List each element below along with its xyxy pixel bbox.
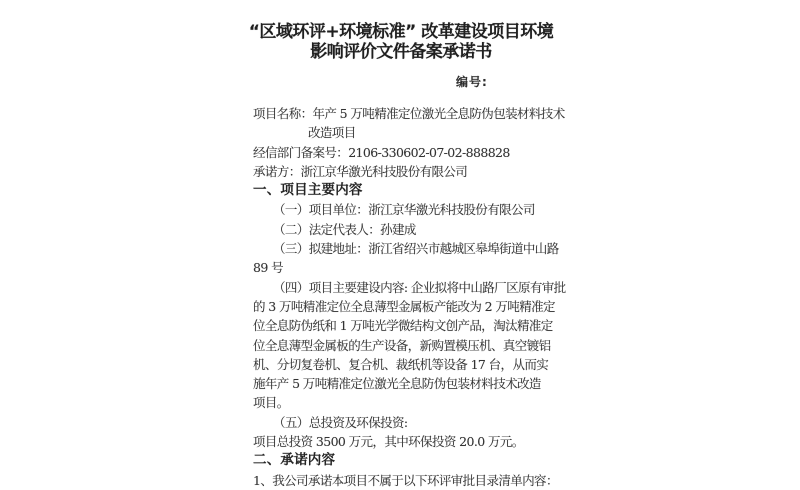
section-1-item-1-unit: （一）项目单位：浙江京华激光科技股份有限公司 — [273, 202, 535, 218]
section-1-item-4-content-line-4: 位全息薄型金属板的生产设备，新购置模压机、真空镀铝 — [253, 337, 551, 353]
section-1-item-3-address-line-2: 89 号 — [253, 260, 283, 276]
section-1-item-4-content-line-6: 施年产 5 万吨精准定位激光全息防伪包装材料技术改造 — [253, 376, 541, 392]
section-1-item-4-content-line-1: （四）项目主要建设内容: 企业拟将中山路厂区原有审批 — [273, 279, 566, 295]
document-title — [236, 23, 566, 62]
section-2-item-1-commitment: 1、我公司承诺本项目不属于以下环评审批目录清单内容： — [253, 472, 558, 488]
section-1-heading: 一、项目主要内容 — [253, 182, 363, 199]
committer-field: 承诺方：浙江京华激光科技股份有限公司 — [253, 163, 468, 179]
document-body — [253, 104, 566, 490]
section-1-item-4-content-line-3: 位全息防伪纸和 1 万吨光学微结构文创产品，淘汰精准定 — [253, 318, 553, 334]
section-1-item-5-heading: （五）总投资及环保投资: — [273, 414, 408, 430]
section-1-item-3-address-line-1: （三）拟建地址：浙江省绍兴市越城区皋埠街道中山路 — [273, 241, 559, 257]
section-2-heading: 二、承诺内容 — [253, 452, 336, 469]
document-title-line-2: 影响评价文件备案承诺书 — [310, 41, 492, 62]
section-1-item-4-content-line-2: 的 3 万吨精准定位全息薄型金属板产能改为 2 万吨精准定 — [253, 298, 555, 314]
project-name-line-2: 改造项目 — [308, 125, 356, 141]
section-1-item-2-legal-rep: （二）法定代表人：孙建成 — [273, 221, 416, 237]
document-title-line-1: “区域环评+环境标准” 改革建设项目环境 — [248, 22, 554, 42]
section-1-item-4-content-line-7: 项目。 — [253, 395, 289, 411]
project-name-line-1: 项目名称：年产 5 万吨精准定位激光全息防伪包装材料技术 — [253, 106, 565, 121]
record-number-field: 经信部门备案号：2106-330602-07-02-888828 — [253, 144, 510, 160]
section-1-item-5-investment-detail: 项目总投资 3500 万元，其中环保投资 20.0 万元。 — [253, 434, 524, 450]
section-1-item-4-content-line-5: 机、分切复卷机、复合机、裁纸机等设备 17 台，从而实 — [253, 356, 549, 372]
serial-number-label: 编号: — [456, 75, 488, 89]
